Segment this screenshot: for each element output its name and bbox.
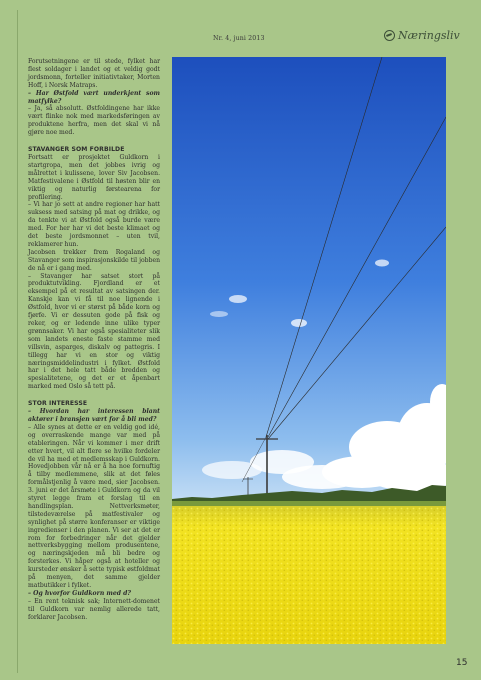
rapeseed-flowers — [172, 506, 446, 644]
paragraph: – Alle synes at dette er en veldig god idé, og overraskende mange var med på etableringen. Når vi kommer i mer drift etter hvert, vil alt flere se hvilke fordeler de vil ha med et medlemsskap i Guldkorn. Hovedjobben vår nå er å ha noe fornuftig å tilby medlemmene, slik at det føles formålstjenlig å være med, sier Jacobsen. 3. juni er det årsmøte i Guldkorn og da vil styret legge fram et forslag til en handlingsplan. Nettverksmøter, tilstedeværelse på matfestivaler og synlighet på større konferanser er viktige ingredienser i den planen. Vi ser at det er rom for forbedringer når det gjelder nettverksbygging mellom produsentene, og næringskjeden må bli bedre og forsterkes. Vi håper også at hoteller og kursteder ønsker å sette typisk østfoldmat på menyen, det samme gjelder matbutikker i fylket. — [28, 423, 160, 589]
paragraph: – Ja, så absolutt. Østfoldingene har ikke vært flinke nok med markedsføringen av produktene herfra, men det skal vi nå gjøre noe med. — [28, 105, 160, 137]
paragraph: Forutsetningene er til stede, fylket har flest soldager i landet og et veldig godt jordsmonn, forteller initiativtaker, Morten Hoff, i Norsk Matraps. — [28, 58, 160, 89]
rapeseed-field-photo — [172, 57, 446, 644]
interview-question: – Og hvorfor Guldkorn med d? — [28, 589, 131, 597]
issue-label: Nr. 4, juni 2013 — [213, 35, 265, 42]
paragraph: Jacobsen trekker frem Rogaland og Stavanger som inspirasjonskilde til jobben de nå er i gang med. — [28, 248, 160, 272]
brand-name: Næringsliv — [398, 29, 460, 42]
paragraph: – Stavanger har satset stort på produktutvikling. Fjordland er et eksempel på et resultat av satsingen der. Kanskje kan vi få til noe lignende i Østfold, hvor vi er størst på både korn og fjørfe. Vi er dessuten gode på fisk og reker, og er ledende inne ulike typer grønnsaker. Vi har også spesialiteter slik som landets eneste faste stamme med villsvin, asparges, diskalv og pattegris. I tillegg har vi en stor og viktig næringsmiddelindustri i fylket. Østfold har i det hele tatt både bredden og spesialitetene, og det er et åpenbart marked med Oslo så tett på. — [28, 272, 160, 391]
brand-logo — [384, 29, 460, 42]
paragraph: Fortsatt er prosjektet Guldkorn i startgropa, men det jobbes ivrig og målrettet i kulissene, lover Siv Jacobsen. Matfestivalene i Østfold til høsten blir en viktig og naturlig førstearena for profilering. — [28, 153, 160, 201]
photo-illustration — [172, 57, 446, 644]
interview-question: – Har Østfold vært underkjent som matfylke? — [28, 89, 160, 105]
section-heading: STAVANGER SOM FORBILDE — [28, 146, 125, 154]
paragraph: – En rent teknisk sak; Internett-domenet til Guldkorn var nemlig allerede tatt, forklarer Jacobsen. — [28, 597, 160, 621]
section-heading: STOR INTERESSE — [28, 400, 88, 408]
globe-logo-icon — [384, 30, 395, 41]
article-column — [28, 58, 160, 622]
page-number: 15 — [456, 658, 468, 668]
paragraph: – Vi har jo sett at andre regioner har hatt suksess med satsing på mat og drikke, og da tenkte vi at Østfold også burde være med. For her har vi det beste klimaet og det beste jordsmonnet – uten tvil, reklamerer hun. — [28, 201, 160, 248]
interview-question: – Hvordan har interessen blant aktører i bransjen vært for å bli med? — [28, 408, 160, 423]
